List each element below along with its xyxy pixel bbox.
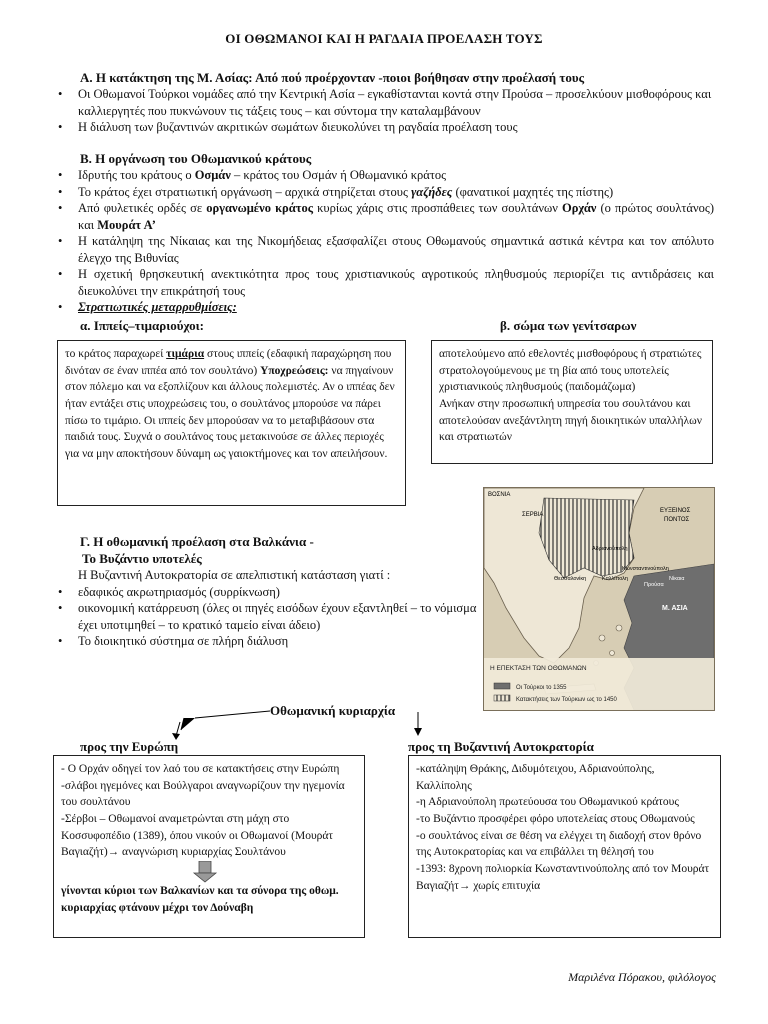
map-label-gallipoli: Καλλίπολη bbox=[602, 576, 628, 582]
section-c-bullet: • εδαφικός ακρωτηριασμός (συρρίκνωση) bbox=[52, 584, 482, 601]
europe-item: -σλάβοι ηγεμόνες και Βούλγαροι αναγνωρίζουν την ηγεμονία του σουλτάνου bbox=[61, 779, 345, 809]
map-label-bosnia: ΒΟΣΝΙΑ bbox=[488, 492, 511, 498]
section-a-heading: Α. Η κατάκτηση της Μ. Ασίας: Από πού προέρχονταν -ποιοι βοήθησαν στην προέλασή τους bbox=[80, 70, 585, 85]
map-legend-title: Η ΕΠΕΚΤΑΣΗ ΤΩΝ ΟΘΩΜΑΝΩΝ bbox=[490, 665, 587, 672]
towards-byzantium-heading: προς τη Βυζαντινή Αυτοκρατορία bbox=[408, 739, 594, 754]
map-label-nicaea: Νίκαια bbox=[669, 576, 685, 582]
map-label-euxinos: ΕΥΞΕΙΝΟΣ bbox=[660, 508, 691, 514]
down-arrow-icon bbox=[191, 861, 221, 883]
europe-box bbox=[53, 755, 365, 938]
map-label-serbia: ΣΕΡΒΙΑ bbox=[522, 512, 544, 518]
byzantium-item: -ο σουλτάνος είναι σε θέση να ελέγχει τη διαδοχή στον θρόνο της Αυτοκρατορίας και να επιβάλλει τη θέλησή του bbox=[416, 829, 702, 859]
byzantium-box bbox=[408, 755, 721, 938]
section-b-bullet: • Ιδρυτής του κράτους ο Οσμάν – κράτος του Οσμάν ή Οθωμανικό κράτος bbox=[52, 167, 714, 184]
section-c-subheading: Το Βυζάντιο υποτελές bbox=[82, 551, 202, 567]
section-b-bullet: • Από φυλετικές ορδές σε οργανωμένο κράτος κυρίως χάρις στις προσπάθειες των σουλτάνων Ορχάν (ο πρώτος σουλτάνος) και Μουράτ Α’ bbox=[52, 200, 714, 233]
section-b-bullet: • Η κατάληψη της Νίκαιας και της Νικομήδειας εξασφαλίζει στους Οθωμανούς σημαντικά αστικά κέντρα και τον απόλυτο έλεγχο της Βιθυνίας bbox=[52, 233, 714, 266]
map-label-adrianople: Αδριανούπολη bbox=[592, 546, 628, 552]
gazides-term: γαζήδες bbox=[411, 184, 453, 199]
byzantium-item: -1393: 8χρονη πολιορκία Κωνσταντινούπολης από τον Μουράτ Βαγιαζήτ→ χωρίς επιτυχία bbox=[416, 863, 710, 892]
map-label-prousa: Προύσα bbox=[644, 582, 664, 588]
section-b-heading: Β. Η οργάνωση του Οθωμανικού κράτους bbox=[80, 151, 312, 166]
map-label-asia-minor: Μ. ΑΣΙΑ bbox=[662, 605, 688, 612]
osman-name: Οσμάν bbox=[194, 168, 231, 183]
section-c-bullet: • οικονομική κατάρρευση (όλες οι πηγές εισόδων έχουν εξαντληθεί – το νόμισμα έχει υποτιμηθεί – το κρατικό ταμείο είναι άδειο) bbox=[52, 600, 482, 633]
author-signature: Μαριλένα Πόρακου, φιλόλογος bbox=[568, 970, 716, 984]
europe-item: - Ο Ορχάν οδηγεί τον λαό του σε κατακτήσεις στην Ευρώπη bbox=[61, 763, 340, 775]
byzantium-item: -η Αδριανούπολη πρωτεύουσα του Οθωμανικού κράτους bbox=[416, 796, 679, 809]
janissaries-box: αποτελούμενο από εθελοντές μισθοφόρους ή στρατιώτες στρατολογούμενους με τη βία από τους υποτελείς χριστιανικούς πληθυσμούς (παιδομάζωμα) Ανήκαν στην προσωπική υπηρεσία του σουλτάνου και αποτελούσαν ανεξάντλητη πηγή διοικητικών υπαλλήλων και στρατιωτών bbox=[431, 340, 713, 464]
section-c-intro: Η Βυζαντινή Αυτοκρατορία σε απελπιστική κατάσταση γιατί : bbox=[78, 568, 391, 583]
section-c-heading: Γ. Η οθωμανική προέλαση στα Βαλκάνια - bbox=[80, 534, 314, 549]
sipahi-box: το κράτος παραχωρεί τιμάρια στους ιππείς (εδαφική παραχώρηση που δινόταν σε έναν ιππέα από τον σουλτάνο) Υποχρεώσεις: να πηγαίνουν στον πόλεμο και να εξοπλίζουν και άλλους πολεμιστές. Αν ο ιππέας δεν ήταν εντάξει στις υποχρεώσεις του, ο σουλτάνος μπορούσε να πάρει πίσω το τιμάριο. Οι ιππείς δεν μπορούσαν να το μεταβιβάσουν στα παιδιά τους. Συχνά ο σουλτάνος τους μετακινούσε σε άλλες περιοχές για να μην αποκτήσουν δύναμη ως γαιοκτήμονες και τον απειλήσουν. bbox=[57, 340, 406, 506]
page-title: ΟΙ ΟΘΩΜΑΝΟΙ ΚΑΙ Η ΡΑΓΔΑΙΑ ΠΡΟΕΛΑΣΗ ΤΟΥΣ bbox=[225, 31, 543, 46]
section-a-bullet: • Η διάλυση των βυζαντινών ακριτικών σωμάτων διευκολύνει τη ραγδαία προέλαση τους bbox=[52, 119, 732, 136]
timaria-term: τιμάρια bbox=[166, 348, 205, 360]
section-b-bullet: • Το κράτος έχει στρατιωτική οργάνωση – αρχικά στηρίζεται στους γαζήδες (φανατικοί μαχητές της πίστης) bbox=[52, 184, 714, 201]
military-reforms-label: Στρατιωτικές μεταρρυθμίσεις: bbox=[78, 300, 237, 315]
section-a-bullet: • Οι Οθωμανοί Τούρκοι νομάδες από την Κεντρική Ασία – εγκαθίστανται κοντά στην Προύσα – προσελκύουν μισθοφόρους και καλλιεργητές που πυκνώνουν τις τάξεις τους – και σύντομα την καταλαμβάνουν bbox=[52, 86, 732, 119]
byzantium-item: -το Βυζάντιο προσφέρει φόρο υποτελείας στους Οθωμανούς bbox=[416, 813, 695, 826]
map-label-constantinople: Κωνσταντινούπολη bbox=[622, 566, 669, 572]
sipahi-heading: α. Ιππείς–τιμαριούχοι: bbox=[80, 318, 205, 333]
map-legend-1355: Οι Τούρκοι το 1355 bbox=[516, 685, 567, 691]
map-label-pontos: ΠΟΝΤΟΣ bbox=[664, 517, 690, 523]
towards-europe-heading: προς την Ευρώπη bbox=[80, 739, 179, 754]
section-c-bullet: • Το διοικητικό σύστημα σε πλήρη διάλυση bbox=[52, 633, 482, 650]
europe-item: -Σέρβοι – Οθωμανοί αναμετρώνται στη μάχη στο Κοσσυφοπέδιο (1389), όπου νικούν οι Οθωμανοί (Μουράτ Βαγιαζήτ)→ αναγνώριση κυριαρχίας Σουλτάνου bbox=[61, 813, 334, 859]
byzantium-item: -κατάληψη Θράκης, Διδυμότειχου, Αδριανούπολης, Καλλίπολης bbox=[416, 763, 655, 792]
map-label-thessaloniki: Θεσσαλονίκη bbox=[554, 576, 587, 582]
ottoman-domination-label: Οθωμανική κυριαρχία bbox=[270, 703, 396, 718]
europe-result: γίνονται κύριοι των Βαλκανίων και τα σύνορα της οθωμ. κυριαρχίας φτάνουν μέχρι τον Δούναβη bbox=[61, 885, 339, 914]
section-b-bullet: • Η σχετική θρησκευτική ανεκτικότητα προς τους χριστιανικούς αγροτικούς πληθυσμούς περιορίζει τις αντιδράσεις και διευκολύνει την επικράτησή τους bbox=[52, 266, 714, 299]
janissaries-heading: β. σώμα των γενίτσαρων bbox=[500, 318, 637, 333]
map-legend-1450: Κατακτήσεις των Τούρκων ως το 1450 bbox=[516, 697, 617, 703]
